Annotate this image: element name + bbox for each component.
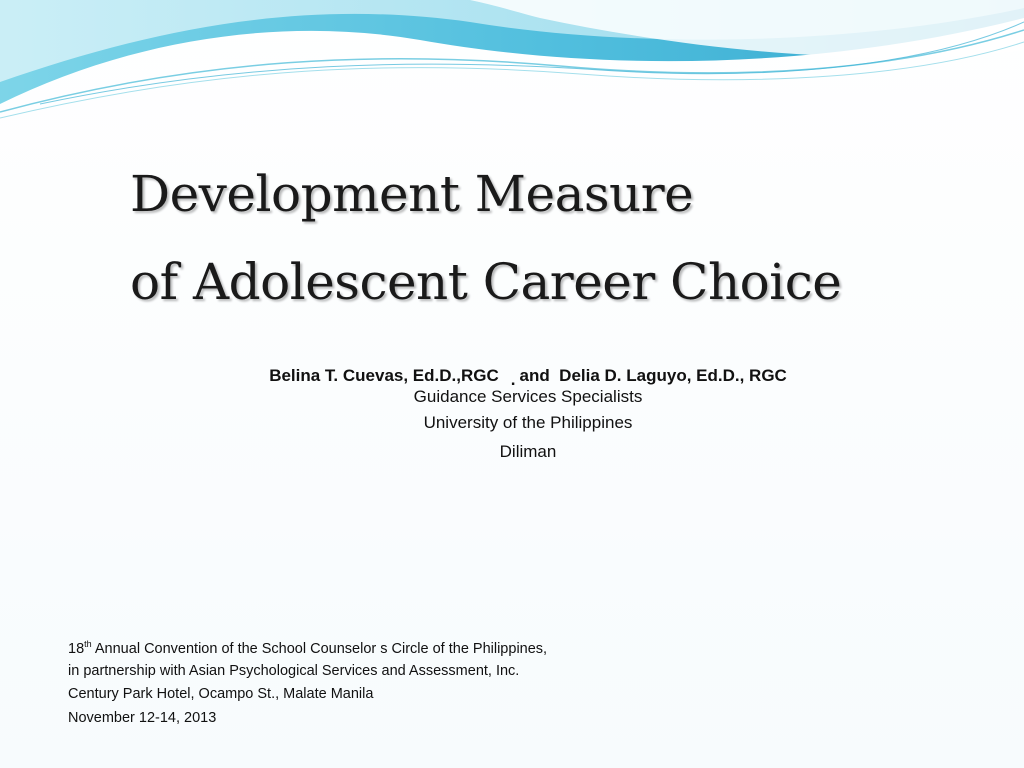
conference-ordinal-suffix: th (84, 639, 92, 650)
affiliation-line-2: University of the Philippines (423, 413, 633, 432)
affiliation-line-3: Diliman (499, 442, 557, 461)
conference-info (68, 638, 688, 730)
title-line-1: Development Measure (130, 165, 694, 223)
authors-block (0, 366, 1024, 466)
conference-venue: Century Park Hotel, Ocampo St., Malate Manila (68, 686, 374, 702)
conference-line-2: in partnership with Asian Psychological Services and Assessment, Inc. (68, 663, 520, 679)
conference-ordinal: 18 (68, 641, 85, 657)
conference-line-1 (68, 638, 688, 660)
affiliation-line-1: Guidance Services Specialists (413, 387, 643, 406)
header-wave-decoration (0, 0, 1024, 130)
author-1: Belina T. Cuevas, Ed.D.,RGC (269, 366, 499, 385)
author-2: Delia D. Laguyo, Ed.D., RGC (559, 366, 787, 385)
title-line-2: of Adolescent Career Choice (130, 253, 842, 311)
separator-dot: . (510, 370, 516, 389)
slide-title (130, 150, 990, 326)
conjunction: and (519, 366, 550, 385)
conference-date: November 12-14, 2013 (68, 710, 217, 726)
authors-line (0, 366, 1024, 389)
conference-title: Annual Convention of the School Counselor s Circle of the Philippines, (91, 641, 548, 657)
